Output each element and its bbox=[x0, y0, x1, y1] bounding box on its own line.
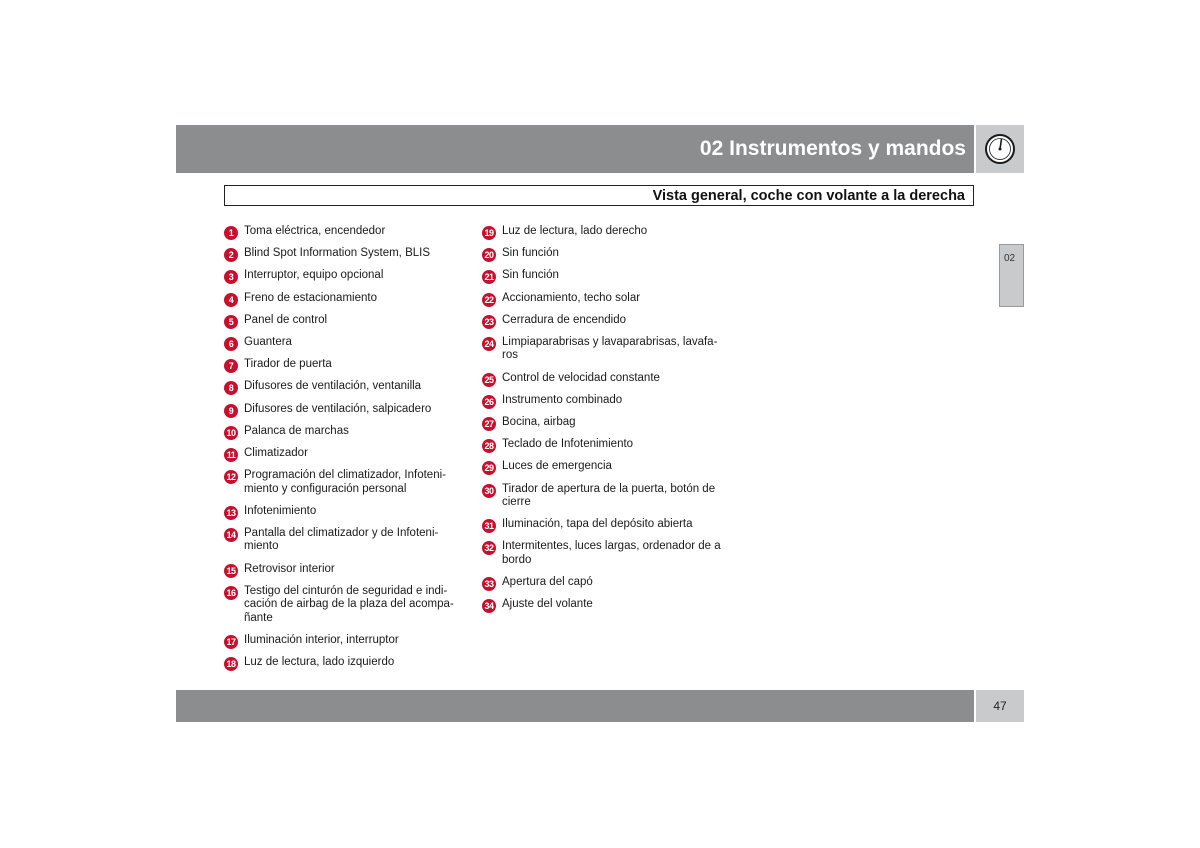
legend-item bbox=[224, 247, 464, 261]
item-number-badge: 29 bbox=[482, 461, 496, 475]
legend-item bbox=[224, 336, 464, 350]
item-number-badge: 16 bbox=[224, 586, 238, 600]
legend-item bbox=[224, 656, 464, 670]
item-label: Limpiaparabrisas y lavaparabrisas, lavafa- ros bbox=[502, 335, 718, 362]
item-number-badge: 9 bbox=[224, 404, 238, 418]
item-number-badge: 25 bbox=[482, 373, 496, 387]
legend-item bbox=[482, 247, 722, 261]
item-number-badge: 1 bbox=[224, 226, 238, 240]
page-number: 47 bbox=[993, 699, 1007, 713]
legend-item bbox=[224, 225, 464, 239]
section-heading-box bbox=[224, 185, 974, 206]
legend-item bbox=[224, 358, 464, 372]
item-number-badge: 3 bbox=[224, 270, 238, 284]
item-number-badge: 27 bbox=[482, 417, 496, 431]
item-number-badge: 19 bbox=[482, 226, 496, 240]
item-number-badge: 33 bbox=[482, 577, 496, 591]
chapter-icon-box bbox=[976, 125, 1024, 173]
legend-item bbox=[224, 585, 464, 626]
section-title: Vista general, coche con volante a la derecha bbox=[652, 188, 965, 204]
item-number-badge: 18 bbox=[224, 657, 238, 671]
item-label: Ajuste del volante bbox=[502, 598, 593, 611]
legend-item bbox=[224, 292, 464, 306]
item-number-badge: 32 bbox=[482, 541, 496, 555]
item-label: Programación del climatizador, Infoteni- miento y configuración personal bbox=[244, 469, 446, 495]
legend-item bbox=[482, 483, 722, 510]
item-number-badge: 5 bbox=[224, 315, 238, 329]
legend-item bbox=[482, 576, 722, 590]
item-number-badge: 20 bbox=[482, 248, 496, 262]
item-label: Intermitentes, luces largas, ordenador de a bordo bbox=[502, 540, 721, 566]
item-number-badge: 13 bbox=[224, 506, 238, 520]
legend-item bbox=[482, 598, 722, 612]
legend-item bbox=[224, 447, 464, 461]
legend-item bbox=[482, 292, 722, 306]
legend-item bbox=[224, 314, 464, 328]
legend-item bbox=[482, 372, 722, 386]
legend-item bbox=[482, 394, 722, 408]
item-number-badge: 17 bbox=[224, 635, 238, 649]
item-label: Panel de control bbox=[244, 313, 328, 326]
legend-item bbox=[224, 505, 464, 519]
legend-item bbox=[224, 634, 464, 648]
item-label: Sin función bbox=[502, 247, 559, 260]
item-number-badge: 15 bbox=[224, 564, 238, 578]
item-number-badge: 2 bbox=[224, 248, 238, 262]
legend-item bbox=[482, 518, 722, 532]
item-label: Luz de lectura, lado izquierdo bbox=[244, 656, 395, 669]
page-number-box bbox=[976, 690, 1024, 722]
footer-bar bbox=[176, 690, 974, 722]
item-label: Retrovisor interior bbox=[244, 562, 335, 575]
item-label: Teclado de Infotenimiento bbox=[502, 438, 634, 451]
item-number-badge: 24 bbox=[482, 337, 496, 351]
legend-item bbox=[224, 403, 464, 417]
legend-item bbox=[482, 540, 722, 567]
item-label: Sin función bbox=[502, 269, 559, 282]
legend-item bbox=[224, 380, 464, 394]
item-label: Toma eléctrica, encendedor bbox=[244, 225, 386, 237]
item-number-badge: 10 bbox=[224, 426, 238, 440]
item-label: Bocina, airbag bbox=[502, 416, 576, 428]
item-number-badge: 12 bbox=[224, 470, 238, 484]
item-label: Climatizador bbox=[244, 446, 308, 459]
item-label: Difusores de ventilación, salpicadero bbox=[244, 402, 432, 415]
chapter-title: 02 Instrumentos y mandos bbox=[699, 137, 966, 160]
legend-list-left bbox=[224, 225, 464, 678]
item-number-badge: 34 bbox=[482, 599, 496, 613]
legend-item bbox=[482, 438, 722, 452]
item-label: Apertura del capó bbox=[502, 576, 593, 589]
legend-item bbox=[224, 469, 464, 496]
item-label: Testigo del cinturón de seguridad e indi- cación de airbag de la plaza del acompa- ñante bbox=[244, 584, 454, 624]
item-number-badge: 6 bbox=[224, 337, 238, 351]
item-number-badge: 7 bbox=[224, 359, 238, 373]
item-label: Control de velocidad constante bbox=[502, 371, 660, 384]
item-number-badge: 26 bbox=[482, 395, 496, 409]
item-label: Accionamiento, techo solar bbox=[502, 291, 641, 304]
legend-list-right bbox=[482, 225, 722, 621]
legend-item bbox=[482, 314, 722, 328]
item-number-badge: 30 bbox=[482, 484, 496, 498]
item-label: Infotenimiento bbox=[244, 504, 317, 517]
item-number-badge: 8 bbox=[224, 381, 238, 395]
item-number-badge: 4 bbox=[224, 293, 238, 307]
item-number-badge: 14 bbox=[224, 528, 238, 542]
gauge-icon bbox=[984, 133, 1016, 165]
item-label: Luces de emergencia bbox=[502, 460, 612, 473]
item-label: Tirador de puerta bbox=[244, 358, 332, 371]
item-label: Iluminación interior, interruptor bbox=[244, 634, 399, 646]
legend-item bbox=[224, 425, 464, 439]
item-number-badge: 21 bbox=[482, 270, 496, 284]
item-label: Guantera bbox=[244, 335, 292, 348]
item-number-badge: 22 bbox=[482, 293, 496, 307]
item-number-badge: 11 bbox=[224, 448, 238, 462]
legend-item bbox=[224, 527, 464, 554]
legend-item bbox=[224, 269, 464, 283]
chapter-tab bbox=[999, 244, 1024, 307]
item-label: Pantalla del climatizador y de Infoteni- miento bbox=[244, 526, 439, 553]
item-number-badge: 31 bbox=[482, 519, 496, 533]
chapter-header-bar bbox=[176, 125, 974, 173]
legend-item bbox=[482, 225, 722, 239]
legend-item bbox=[224, 563, 464, 577]
legend-item bbox=[482, 416, 722, 430]
legend-item bbox=[482, 460, 722, 474]
item-label: Palanca de marchas bbox=[244, 424, 349, 437]
item-label: Difusores de ventilación, ventanilla bbox=[244, 380, 422, 393]
item-label: Interruptor, equipo opcional bbox=[244, 269, 384, 282]
item-label: Tirador de apertura de la puerta, botón de cierre bbox=[502, 482, 716, 509]
legend-item bbox=[482, 269, 722, 283]
chapter-tab-label: 02 bbox=[1004, 253, 1016, 264]
item-number-badge: 23 bbox=[482, 315, 496, 329]
legend-item bbox=[482, 336, 722, 363]
item-label: Iluminación, tapa del depósito abierta bbox=[502, 518, 693, 531]
item-label: Cerradura de encendido bbox=[502, 313, 627, 326]
item-label: Luz de lectura, lado derecho bbox=[502, 225, 648, 237]
item-label: Blind Spot Information System, BLIS bbox=[244, 247, 431, 260]
item-number-badge: 28 bbox=[482, 439, 496, 453]
item-label: Instrumento combinado bbox=[502, 393, 623, 406]
item-label: Freno de estacionamiento bbox=[244, 291, 377, 304]
